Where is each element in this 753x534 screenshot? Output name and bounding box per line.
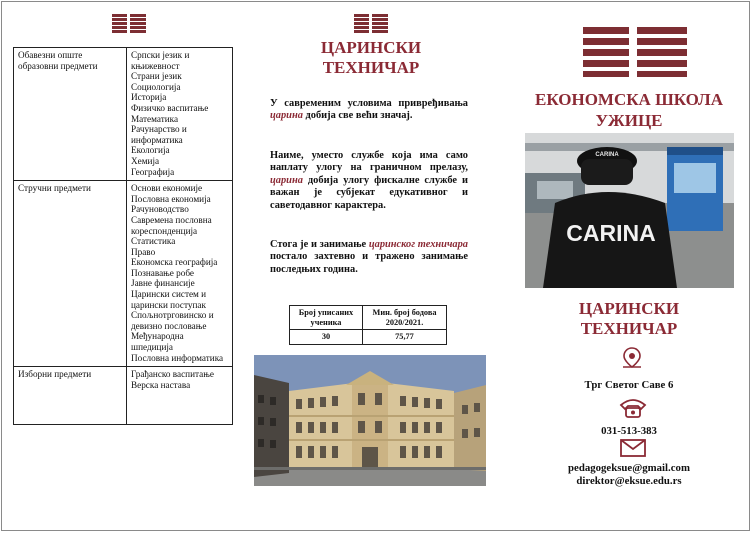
subject: Међународна шпедиција bbox=[131, 331, 184, 353]
subject: Право bbox=[131, 246, 156, 257]
subject: Грађанско васпитање bbox=[131, 369, 214, 380]
subject: Познавање робе bbox=[131, 267, 194, 278]
subjects-cell bbox=[127, 48, 233, 181]
title-line: ТЕХНИЧАР bbox=[580, 319, 678, 338]
school-logo-left bbox=[112, 14, 146, 34]
subject: Хемија bbox=[131, 155, 160, 166]
subject: Српски језик и књижевност bbox=[131, 50, 190, 71]
enrollment-stats-table bbox=[289, 305, 447, 345]
subject: Економска географија bbox=[131, 257, 218, 268]
email-director[interactable]: direktor@eksue.edu.rs bbox=[576, 475, 682, 487]
school-logo-middle bbox=[354, 14, 388, 34]
subject: Јавне финансије bbox=[131, 278, 195, 289]
panel2-title bbox=[262, 38, 480, 78]
subject: Статистика bbox=[131, 236, 176, 247]
subject: Историја bbox=[131, 92, 167, 103]
subjects-cell bbox=[127, 181, 233, 367]
points-value: 75,77 bbox=[362, 330, 446, 345]
subject: Савремена пословна кореспонденција bbox=[131, 214, 212, 236]
vest-text: CARINA bbox=[566, 220, 656, 246]
subject: Страни језик bbox=[131, 71, 182, 82]
subject: Основи економије bbox=[131, 183, 203, 194]
category-cell: Изборни предмети bbox=[14, 367, 127, 425]
panel3-title bbox=[514, 299, 744, 339]
address-text: Трг Светог Саве 6 bbox=[584, 379, 674, 391]
school-building-photo bbox=[254, 355, 486, 486]
category-cell: Стручни предмети bbox=[14, 181, 127, 367]
table-row bbox=[14, 181, 233, 367]
school-name-line: УЖИЦЕ bbox=[595, 111, 663, 130]
phone-number[interactable]: 031-513-383 bbox=[601, 425, 657, 437]
points-header: Мин. број бодова 2020/2021. bbox=[362, 306, 446, 330]
curriculum-table bbox=[13, 47, 233, 425]
school-name bbox=[514, 89, 744, 131]
phone-icon bbox=[619, 397, 647, 419]
subject: Рачунарство и информатика bbox=[131, 124, 187, 145]
intro-paragraph: У савременим условима привређивања царина добија све већи значај. bbox=[270, 98, 468, 122]
subject: Рачуноводство bbox=[131, 204, 189, 215]
email-pedagog[interactable]: pedagogeksue@gmail.com bbox=[568, 462, 690, 474]
table-row bbox=[14, 367, 233, 425]
cap-text: CARINA bbox=[595, 152, 619, 158]
enrolled-header: Број уписаних ученика bbox=[290, 306, 363, 330]
enrolled-value: 30 bbox=[290, 330, 363, 345]
title-line: ТЕХНИЧАР bbox=[322, 58, 420, 77]
school-logo-right bbox=[583, 27, 687, 77]
email-list bbox=[514, 462, 744, 488]
title-line: ЦАРИНСКИ bbox=[320, 38, 422, 57]
subject: Математика bbox=[131, 113, 179, 124]
category-cell: Обавезни опште образовни предмети bbox=[14, 48, 127, 181]
title-line: ЦАРИНСКИ bbox=[578, 299, 680, 318]
demand-paragraph: Стога је и занимање царинског техничара постало захтевно и тражено занимање последњих година. bbox=[270, 239, 468, 275]
subjects-cell bbox=[127, 367, 233, 425]
subject: Физичко васпитање bbox=[131, 102, 209, 113]
subject: Пословна економија bbox=[131, 193, 211, 204]
subject: Верска настава bbox=[131, 379, 191, 390]
table-row bbox=[290, 306, 447, 330]
subject: Царински систем и царински поступак bbox=[131, 289, 207, 310]
envelope-icon bbox=[620, 439, 646, 457]
location-pin-icon bbox=[621, 346, 643, 370]
role-paragraph: Наиме, уместо службе која има само наплату улогу на граничном прелазу, царина добија улогу фискалне службе и важан је субјекат едукативног и саветодавног карактера. bbox=[270, 150, 468, 211]
subject: Географија bbox=[131, 166, 175, 177]
school-name-line: ЕКОНОМСКА ШКОЛА bbox=[535, 90, 723, 109]
subject: Екологија bbox=[131, 145, 170, 156]
subject: Пословна информатика bbox=[131, 352, 224, 363]
subject: Социологија bbox=[131, 81, 181, 92]
table-row bbox=[14, 48, 233, 181]
customs-officer-photo bbox=[525, 133, 734, 288]
subject: Спољнотрговинско и девизно пословање bbox=[131, 310, 214, 331]
table-row bbox=[290, 330, 447, 345]
